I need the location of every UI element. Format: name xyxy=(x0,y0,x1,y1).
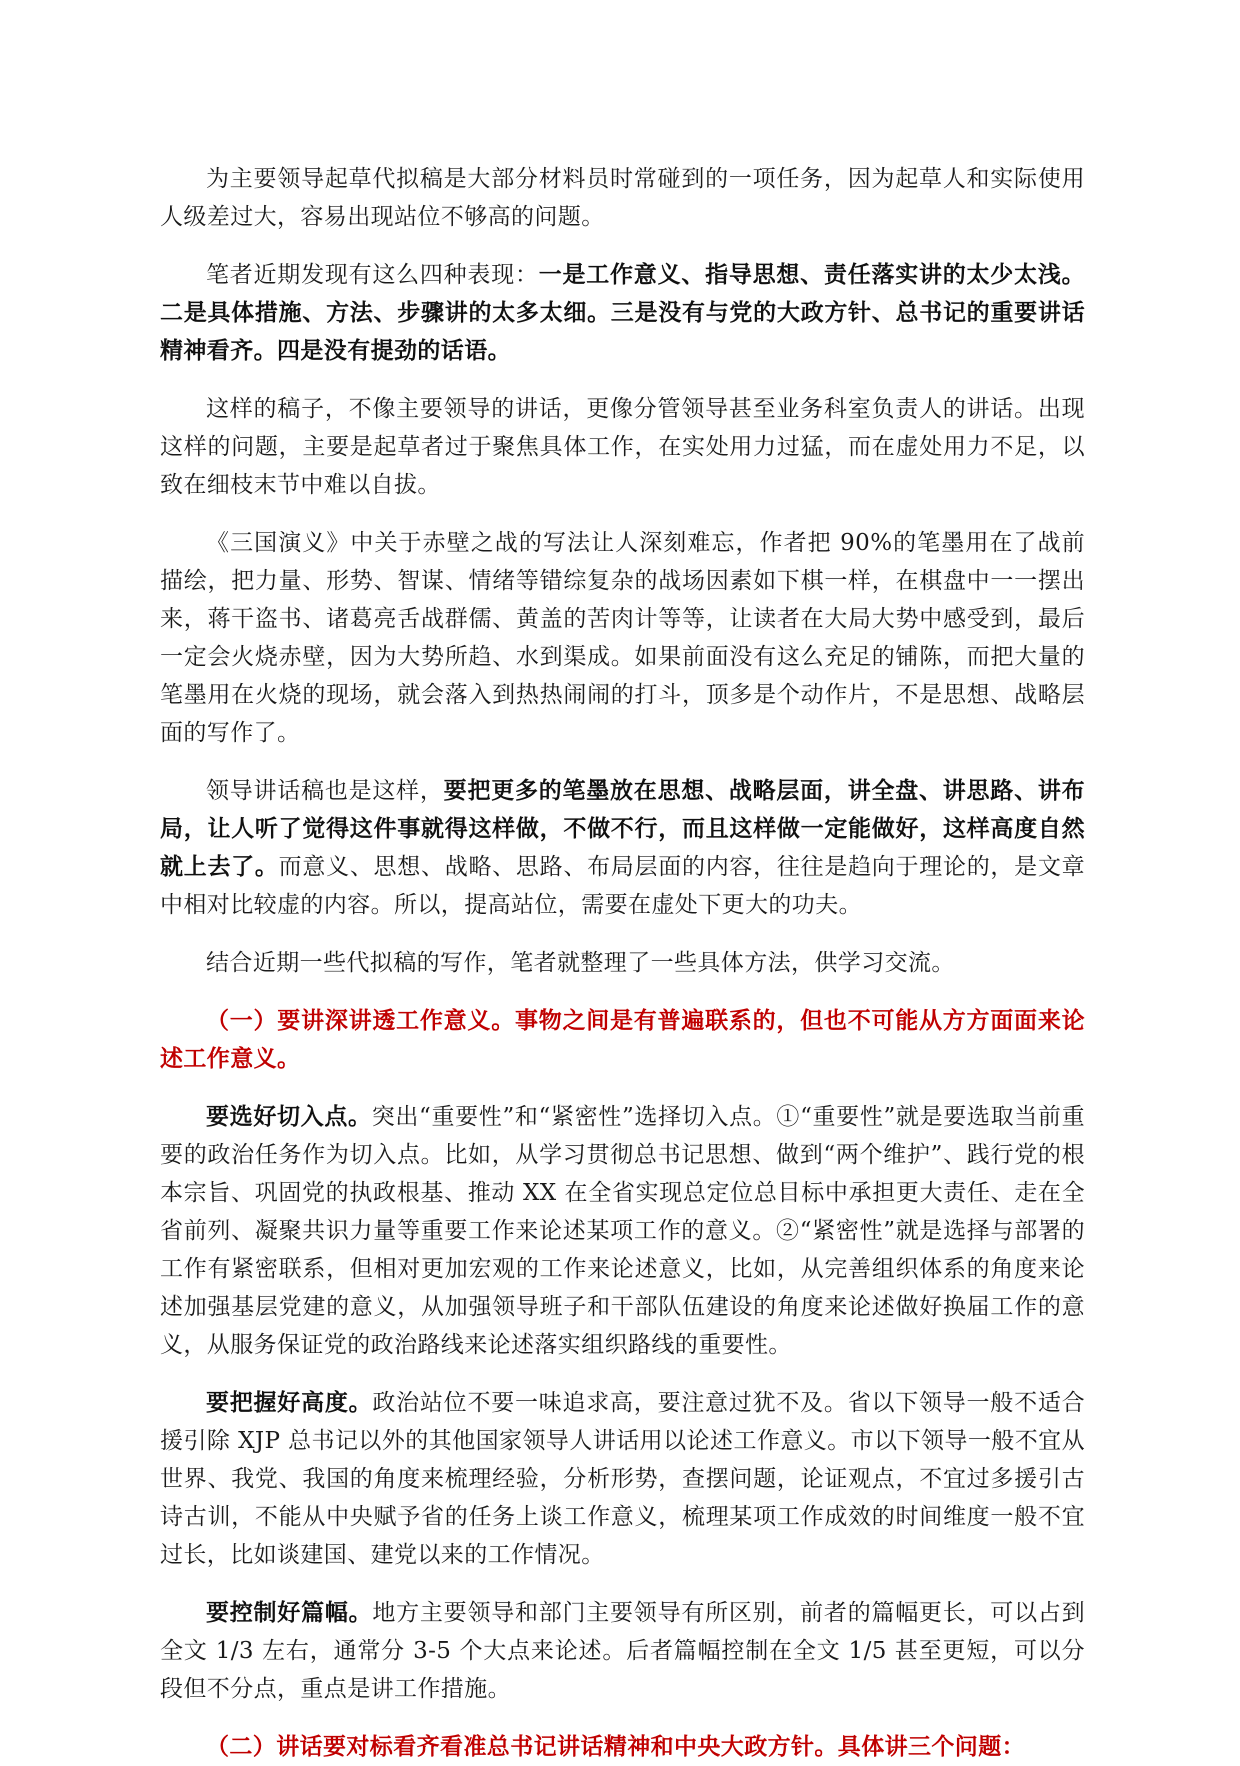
paragraph-height xyxy=(160,1384,1085,1574)
paragraph-intro xyxy=(160,160,1085,236)
paragraph-methods-intro xyxy=(160,944,1085,982)
paragraph-speech-draft-lead: 领导讲话稿也是这样， xyxy=(206,778,444,804)
paragraph-three-kingdoms-text: 《三国演义》中关于赤壁之战的写法让人深刻难忘，作者把 90%的笔墨用在了战前描绘，把力量、形势、智谋、情绪等错综复杂的战场因素如下棋一样，在棋盘中一一摆出来，蒋干盗书、诸葛亮舌战群儒、黄盖的苦肉计等等，让读者在大局大势中感受到，最后一定会火烧赤壁，因为大势所趋、水到渠成。如果前面没有这么充足的铺陈，而把大量的笔墨用在火烧的现场，就会落入到热热闹闹的打斗，顶多是个动作片，不是思想、战略层面的写作了。 xyxy=(160,530,1085,746)
paragraph-height-text: 政治站位不要一味追求高，要注意过犹不及。省以下领导一般不适合援引除 XJP 总书记以外的其他国家领导人讲话用以论述工作意义。市以下领导一般不宜从世界、我党、我国的角度来梳理经验，分析形势，查摆问题，论证观点，不宜过多援引古诗古训，不能从中央赋予省的任务上谈工作意义，梳理某项工作成效的时间维度一般不宜过长，比如谈建国、建党以来的工作情况。 xyxy=(160,1390,1085,1568)
paragraph-four-symptoms-bold: 一是工作意义、指导思想、责任落实讲的太少太浅。二是具体措施、方法、步骤讲的太多太细。三是没有与党的大政方针、总书记的重要讲话精神看齐。四是没有提劲的话语。 xyxy=(160,261,1085,364)
paragraph-methods-intro-text: 结合近期一些代拟稿的写作，笔者就整理了一些具体方法，供学习交流。 xyxy=(206,950,955,976)
paragraph-draft-problem xyxy=(160,390,1085,504)
paragraph-four-symptoms xyxy=(160,256,1085,370)
paragraph-height-bold: 要把握好高度。 xyxy=(206,1389,373,1416)
paragraph-entry-point-bold: 要选好切入点。 xyxy=(206,1103,372,1130)
paragraph-length xyxy=(160,1594,1085,1708)
paragraph-intro-text: 为主要领导起草代拟稿是大部分材料员时常碰到的一项任务，因为起草人和实际使用人级差过大，容易出现站位不够高的问题。 xyxy=(160,166,1085,230)
section-heading-1: （一）要讲深讲透工作意义。事物之间是有普遍联系的，但也不可能从方方面面来论述工作意义。 xyxy=(160,1007,1085,1072)
paragraph-draft-problem-text: 这样的稿子，不像主要领导的讲话，更像分管领导甚至业务科室负责人的讲话。出现这样的问题，主要是起草者过于聚焦具体工作，在实处用力过猛，而在虚处用力不足，以致在细枝末节中难以自拔。 xyxy=(160,396,1085,498)
paragraph-speech-draft-bold: 要把更多的笔墨放在思想、战略层面，讲全盘、讲思路、讲布局，让人听了觉得这件事就得这样做，不做不行，而且这样做一定能做好，这样高度自然就上去了。 xyxy=(160,777,1085,880)
paragraph-length-text: 地方主要领导和部门主要领导有所区别，前者的篇幅更长，可以占到全文 1/3 左右，通常分 3-5 个大点来论述。后者篇幅控制在全文 1/5 甚至更短，可以分段但不分点，重点是讲工作措施。 xyxy=(160,1600,1085,1702)
paragraph-four-symptoms-lead: 笔者近期发现有这么四种表现： xyxy=(206,262,539,288)
paragraph-entry-point-text: 突出“重要性”和“紧密性”选择切入点。①“重要性”就是要选取当前重要的政治任务作为切入点。比如，从学习贯彻总书记思想、做到“两个维护”、践行党的根本宗旨、巩固党的执政根基、推动 XX 在全省实现总定位总目标中承担更大责任、走在全省前列、凝聚共识力量等重要工作来论述某项工作的意义。②“紧密性”就是选择与部署的工作有紧密联系，但相对更加宏观的工作来论述意义，比如，从完善组织体系的角度来论述加强基层党建的意义，从加强领导班子和干部队伍建设的角度来论述做好换届工作的意义，从服务保证党的政治路线来论述落实组织路线的重要性。 xyxy=(160,1104,1086,1358)
paragraph-entry-point xyxy=(160,1098,1085,1364)
paragraph-speech-draft-tail: 而意义、思想、战略、思路、布局层面的内容，往往是趋向于理论的，是文章中相对比较虚的内容。所以，提高站位，需要在虚处下更大的功夫。 xyxy=(160,854,1086,918)
paragraph-three-kingdoms xyxy=(160,524,1085,752)
section-heading-2: （二）讲话要对标看齐看准总书记讲话精神和中央大政方针。具体讲三个问题： xyxy=(206,1733,1025,1760)
paragraph-length-bold: 要控制好篇幅。 xyxy=(206,1599,373,1626)
paragraph-speech-draft xyxy=(160,772,1085,924)
